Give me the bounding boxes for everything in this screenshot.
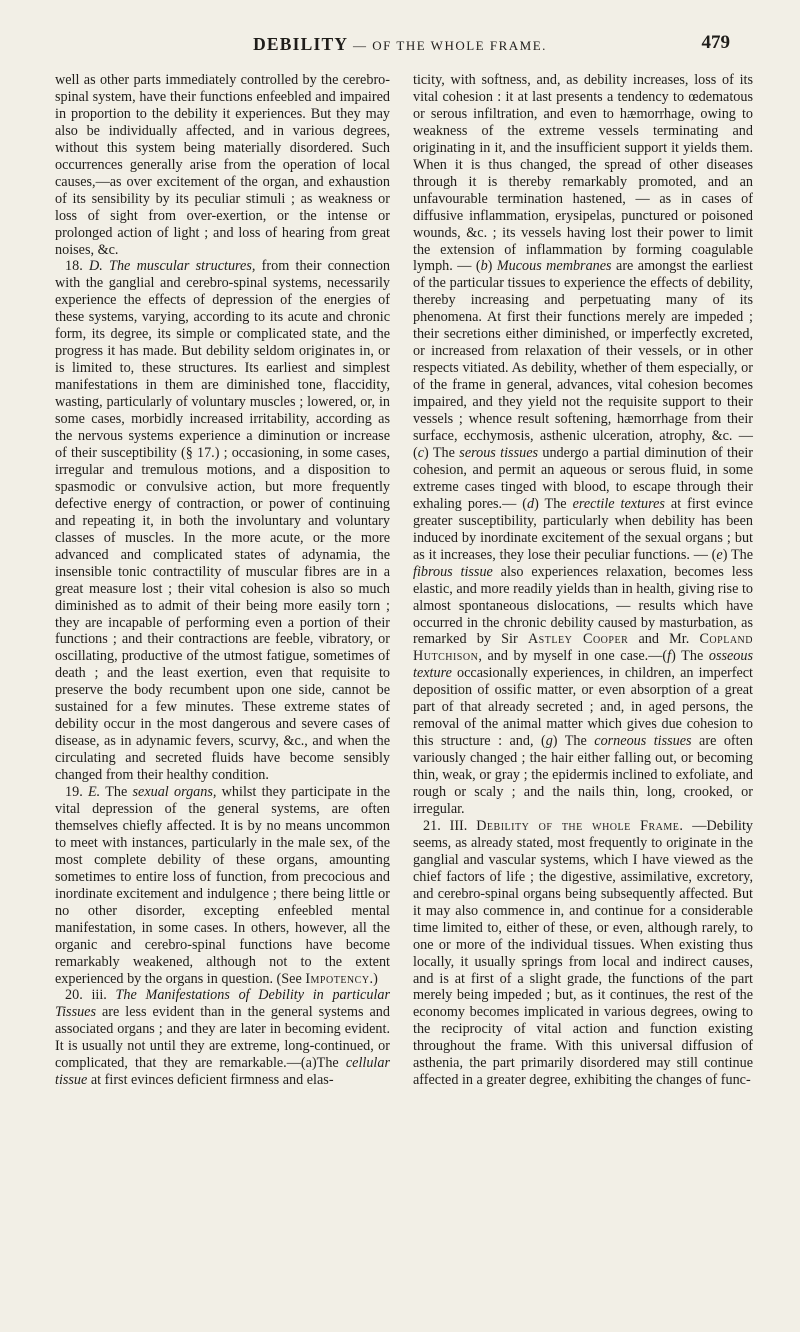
right-column [413,72,753,1089]
continued-paragraph [413,72,753,818]
running-title [0,34,800,55]
text-run: are often variously changed ; the hair either falling out, or becoming thin, weak, or gray ; the epidermis inclined to exfoliate, and rough or scaly ; and the nails thin, long, crooked, or irregular. [413,733,753,817]
text-run: are amongst the earliest of the particular tissues to experience the effects of debility, thereby increasing and perpetuating many of its phenomena. At first their functions merely are impeded ; their secretions either diminished, or imperfectly excreted, or increased from relaxation of their vessels, or in other respects vitiated. As debility, whether of them especially, or of the frame in general, advances, vital cohesion becomes impaired, and they yield not the requisite support to their vessels ; whence result softening, hæmorrhage from their surface, ecchymosis, asthenic ulceration, atrophy, &c. — ( [413,258,753,461]
page-header [0,28,800,62]
page-number: 479 [701,32,730,53]
text-run: ) The [552,733,595,750]
text-run: , and by myself in one case.—( [478,648,668,665]
italic-text: e [716,546,723,563]
italic-text: g [545,733,553,750]
text-run: also experiences relaxation, becomes less elastic, and more readily yields than in health, giving rise to almost spontaneous dislocations, — results which have occurred in the chronic debility caused by masturbation, as remarked by Sir [413,563,754,648]
text-run: —Debility seems, as already stated, most frequently to originate in the ganglial and vascular systems, which I have viewed as the chief factors of life ; the digestive, assimilative, excretory, and cerebro-spinal organs being subsequently affected. But it may also commence in, and continue for a considerable time limited to, either of these, or even, although rarely, to one or more of the individual tissues. When existing thus locally, it usually springs from local and indirect causes, and is at first of a slight grade, the functions of the part merely being impeded ; but, as it continues, the rest of the economy becomes implicated in various degrees, owing to the reciprocity of vital action and function existing throughout the frame. With this universal diffusion of asthenia, the part primarily disordered may still continue affected in a greater degree, exhibiting the changes of func- [413,817,753,1089]
text-run: are less evident than in the general systems and associated organs ; and they are later in becoming evident. It is usually not until they are extreme, long-continued, or complicated, that they are remarkable.—(a)The [55,1004,390,1072]
italic-text: d [527,495,535,512]
italic-text: sexual organs, [132,784,217,801]
text-run: 18. [65,258,89,275]
running-title-sub: — OF THE WHOLE FRAME. [348,38,547,53]
paragraph [55,784,390,987]
italic-text: c [417,444,425,461]
text-run: occasionally experiences, in children, an imperfect deposition of ossific matter, or even absorption of a great part of that already secreted ; and, in aged persons, the removal of the animal matter which gives due cohesion to this structure : and, ( [413,665,753,750]
continued-paragraph [55,72,390,258]
small-caps-text: Impotency [305,970,370,987]
text-run: at first evince greater susceptibility, particularly when debility has been induced by inordinate excitement of the sexual organs ; but as it increases, they lose their peculiar functions. — ( [413,495,753,563]
text-run: ) The [424,444,460,461]
text-run: ) The [534,495,573,512]
italic-text: cellular tissue [55,1055,390,1089]
text-run: The [100,784,133,801]
text-run: ) The [671,648,709,665]
text-run: 21. III. [423,817,477,834]
paragraph [55,987,390,1089]
left-column [55,72,390,1089]
italic-text: The Manifestations of Debility in particular Tissues [55,987,390,1021]
italic-text: serous tissues [459,444,539,461]
running-title-main: DEBILITY [253,34,349,54]
text-run: well as other parts immediately controlled by the cerebro-spinal system, have their functions enfeebled and impaired in proportion to the debility it experiences. But they may also be individually affected, and in various degrees, without this system being materially disordered. Such occurrences generally arise from the operation of local causes,—as over excitement of the organ, and exhaustion of its sensibility by its peculiar stimuli ; as weakness or loss of sight from over-exertion, or the intense or prolonged action of light ; and loss of hearing from great noises, &c. [55,72,390,258]
paragraph [55,258,390,784]
italic-text: D. The muscular structures, [89,258,256,275]
small-caps-text: Astley Cooper [527,631,629,648]
text-run: and Mr. [628,631,700,648]
text-run: from their connection with the ganglial and cerebro-spinal systems, necessarily experience the effects of depression of the energies of these systems, varying, according to its acute and chronic form, its degree, its simple or complicated state, and the progress it has made. But debility seldom originates in, or is limited to, these structures. Its earliest and simplest manifestations in them are diminished tone, flaccidity, wasting, particularly of voluntary muscles ; lowered, or, in some cases, morbidly increased irritability, according as the nervous systems experience a diminution or increase of their susceptibility (§ 17.) ; occasioning, in some cases, irregular and tremulous motions, and a disposition to spasmodic or convulsive action, but more frequently defective energy of contraction, or power of continuing and repeating it, in both the involuntary and voluntary classes of muscles. In the more acute, or the more advanced and complicated states of adynamia, the insensible tonic contractility of muscular fibres are in a great measure lost ; their vital cohesion is also so much diminished as to admit of their being more easily torn ; they are incapable of performing even a portion of their functions ; and their contractions are feeble, vibratory, or oscillating, productive of the utmost fatigue, sometimes of death ; and the least exertion, even that requisite to preserve the body recumbent upon one side, cannot be sustained for a few minutes. These extreme states of debility occur in the most dangerous and severe cases of disease, as in adynamic fevers, scurvy, &c., and when the circulating and secreted fluids have become sensibly changed from their healthy condition. [55,258,391,784]
small-caps-text: Copland Hutchison [413,631,753,665]
text-run: undergo a partial diminution of their cohesion, and permit an aqueous or serous fluid, in some extreme cases tinged with blood, to escape through their exhaling pores.— ( [413,444,754,512]
italic-text: b [480,258,488,275]
text-run: ) [487,258,497,275]
text-run: .) [369,970,378,987]
text-run: whilst they participate in the vital depression of the general systems, are often themselves chiefly affected. It is by no means uncommon to meet with instances, particularly in the male sex, of the most complete debility of these organs, amounting sometimes to entire loss of function, from precocious and inordinate excitement and indulgence ; there being little or no other disorder, excepting enfeebled mental manifestation, in some cases. In others, however, all the organic and cerebro-spinal functions have become remarkably weakened, although not to the extent experienced by the organs in question. (See [55,784,391,987]
small-caps-text: Debility of the whole Frame. [476,817,684,834]
text-run: 20. iii. [65,987,116,1004]
italic-text: osseous texture [413,648,753,682]
text-run: ) The [722,546,753,563]
italic-text: Mucous membranes [496,258,612,275]
italic-text: corneous tissues [594,733,692,750]
italic-text: fibrous tissue [413,563,493,580]
italic-text: E. [87,784,101,801]
italic-text: erectile textures [572,495,665,512]
italic-text: f [667,648,672,665]
text-run: at first evinces deficient firmness and elas- [87,1072,334,1089]
text-run: ticity, with softness, and, as debility increases, loss of its vital cohesion : it at last presents a tendency to œdematous or serous infiltration, and even to hæmorrhage, owing to weakness of the extreme vessels terminating and originating in it, and the insufficient support it yields them. When it is thus changed, the spread of other diseases through it is thereby remarkably promoted, and an unfavourable termination hastened, — as in cases of diffusive inflammation, erysipelas, punctured or poisoned wounds, &c. ; its vessels having lost their power to limit the extension of inflammation by forming coagulable lymph. — ( [413,72,753,275]
paragraph [413,818,753,1089]
text-run: 19. [65,784,88,801]
